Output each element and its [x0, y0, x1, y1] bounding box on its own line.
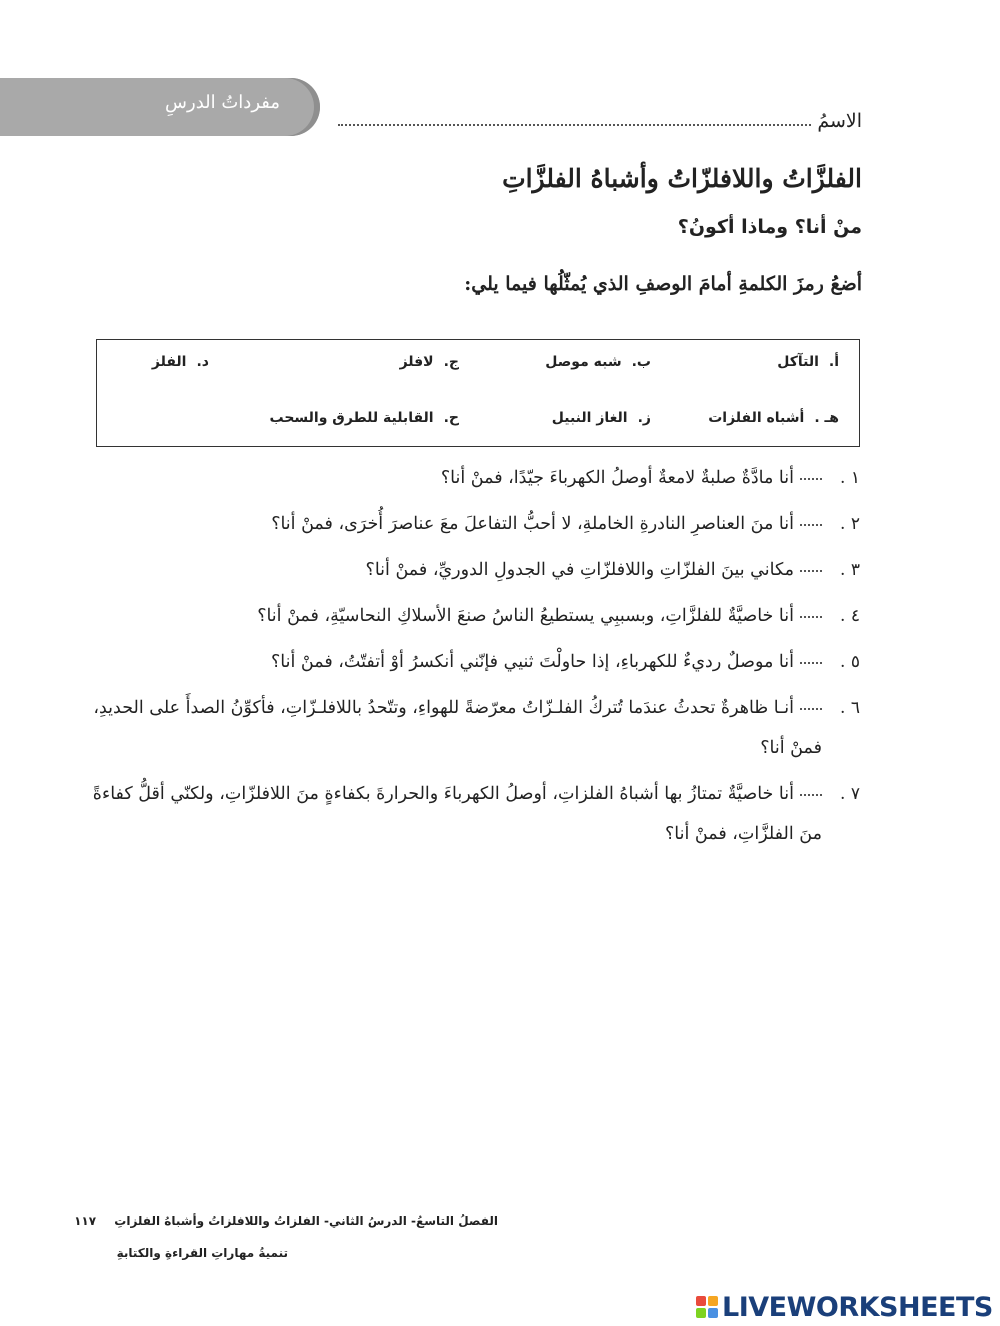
- question-number: ٣ .: [840, 560, 860, 580]
- option-term: القابلية للطرق والسحب: [269, 410, 434, 426]
- question-number: ١ .: [840, 468, 860, 488]
- question-number: ٦ .: [840, 698, 860, 718]
- instruction-text: أضعُ رمزَ الكلمةِ أمامَ الوصفِ الذي يُمثّلُها فيما يلي:: [464, 273, 862, 295]
- question-text: أنا خاصيَّةٌ للفلزَّاتِ، وبسببِي يستطيعُ الناسُ صنعَ الأسلاكِ النحاسيّةِ، فمنْ أنا؟: [257, 606, 794, 626]
- option-term: أشباه الفلزات: [708, 410, 805, 426]
- option-term: الغاز النبيل: [551, 410, 628, 426]
- option-a: [777, 354, 839, 370]
- answer-blank[interactable]: [800, 570, 822, 572]
- option-key: ح.: [443, 410, 459, 426]
- question-item: [90, 458, 860, 504]
- question-text: مكاني بينَ الفلزّاتِ واللافلزّاتِ في الجدولِ الدوريِّ، فمنْ أنا؟: [365, 560, 794, 580]
- question-text: أنا مادَّةٌ صلبةٌ لامعةٌ أوصلُ الكهرباءَ جيّدًا، فمنْ أنا؟: [440, 468, 794, 488]
- question-text: أنا منَ العناصرِ النادرةِ الخاملةِ، لا أحبُّ التفاعلَ معَ عناصرَ أُخرَى، فمنْ أنا؟: [271, 514, 794, 534]
- option-key: أ.: [828, 354, 839, 370]
- page-subtitle: منْ أنا؟ وماذا أكونُ؟: [677, 216, 862, 238]
- question-text: أنا خاصيَّةٌ تمتازُ بها أشباهُ الفلزاتِ، أوصلُ الكهرباءَ والحرارةَ بكفاءةٍ منَ اللافلزّاتِ، ولكنّي أقلُّ كفاءةً منَ الفلزَّاتِ، فمنْ أنا؟: [92, 784, 822, 844]
- option-z: [552, 410, 651, 426]
- option-h: [708, 410, 839, 426]
- question-item: [90, 642, 860, 688]
- word-bank-box: [96, 339, 860, 447]
- section-tab: [0, 78, 320, 136]
- question-text: أنا موصلٌ رديءٌ للكهرباءِ، إذا حاولْتَ ثنيي فإنّني أنكسرُ أوْ أتفتّتُ، فمنْ أنا؟: [270, 652, 794, 672]
- option-key: هـ .: [814, 410, 839, 426]
- name-label: الاسمُ: [817, 110, 862, 132]
- name-input-line[interactable]: [338, 123, 811, 126]
- question-item: [90, 774, 860, 860]
- liveworksheets-brand[interactable]: [696, 1290, 993, 1324]
- option-term: لافلز: [399, 354, 434, 370]
- brand-text: LIVEWORKSHEETS: [722, 1291, 993, 1323]
- option-term: التآكل: [777, 354, 819, 370]
- page-number: ١١٧: [74, 1214, 97, 1228]
- option-ha: [270, 410, 459, 426]
- option-b: [545, 354, 651, 370]
- option-term: الفلز: [151, 354, 187, 370]
- section-tab-label: مفرداتُ الدرسِ: [165, 92, 280, 113]
- questions-list: [90, 458, 860, 860]
- option-key: ز.: [637, 410, 651, 426]
- answer-blank[interactable]: [800, 478, 822, 480]
- question-item: [90, 504, 860, 550]
- footer-chapter-line: [74, 1214, 498, 1228]
- option-term: شبه موصل: [545, 354, 622, 370]
- option-d: [152, 354, 209, 370]
- question-item: [90, 688, 860, 774]
- answer-blank[interactable]: [800, 662, 822, 664]
- answer-blank[interactable]: [800, 794, 822, 796]
- answer-blank[interactable]: [800, 708, 822, 710]
- question-number: ٧ .: [840, 784, 860, 804]
- page-title: الفلزَّاتُ واللافلزّاتُ وأشباهُ الفلزَّاتِ: [502, 164, 862, 193]
- answer-blank[interactable]: [800, 616, 822, 618]
- option-key: ب.: [631, 354, 651, 370]
- question-number: ٤ .: [840, 606, 860, 626]
- option-key: د.: [196, 354, 209, 370]
- footer-chapter-text: الفصلُ التاسعُ- الدرسُ الثاني- الفلزاتُ واللافلزاتُ وأشباهُ الفلزاتِ: [114, 1214, 498, 1228]
- answer-blank[interactable]: [800, 524, 822, 526]
- option-key: ج.: [443, 354, 459, 370]
- question-item: [90, 550, 860, 596]
- question-item: [90, 596, 860, 642]
- question-text: أنـا ظاهرةٌ تحدثُ عندَما تُتركُ الفلـزّاتُ معرّضةً للهواءِ، وتتّحدُ باللافلـزّاتِ، فأكوِّنُ الصدأَ على الحديدِ، فمنْ أنا؟: [93, 698, 822, 758]
- option-c: [400, 354, 459, 370]
- name-field-row: [338, 104, 862, 132]
- liveworksheets-logo-icon: [696, 1296, 718, 1318]
- footer-skills-line: تنميةُ مهاراتِ القراءةِ والكتابةِ: [116, 1246, 288, 1260]
- question-number: ٢ .: [840, 514, 860, 534]
- question-number: ٥ .: [840, 652, 860, 672]
